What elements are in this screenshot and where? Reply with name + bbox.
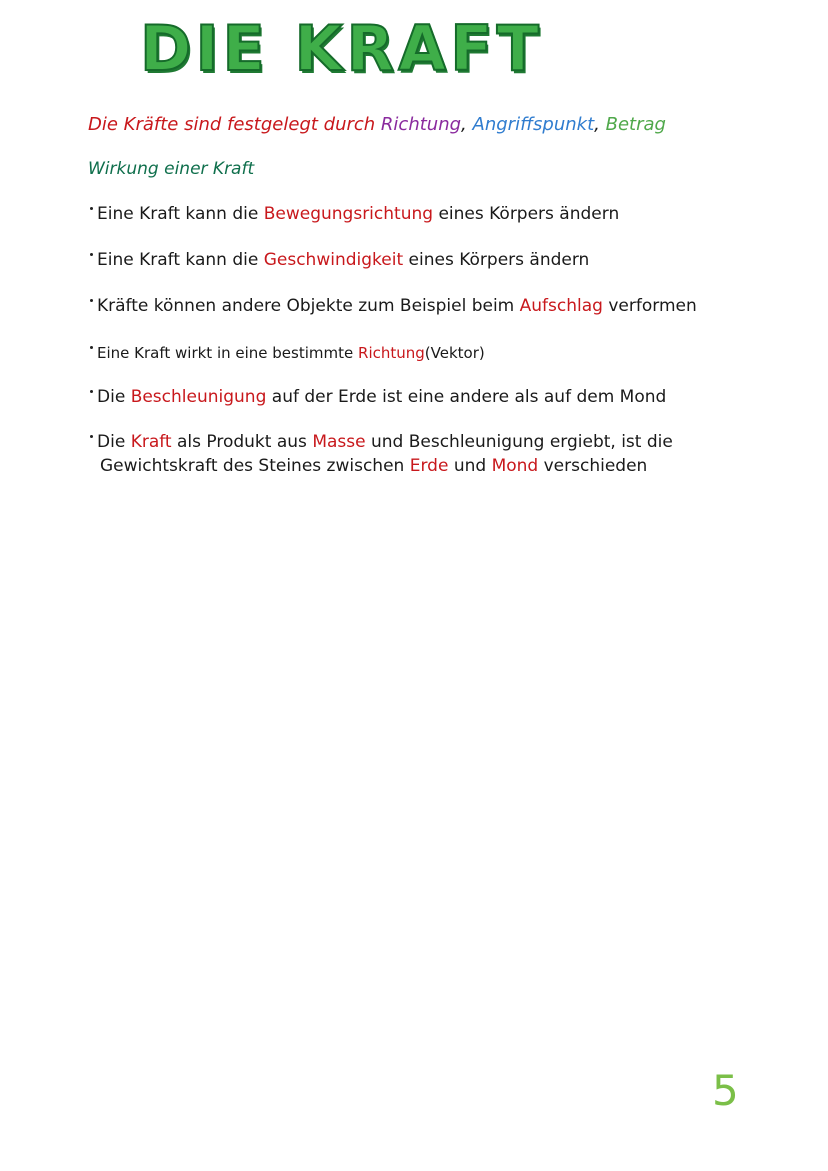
bullet-highlight: Mond [491,456,539,476]
term-betrag: Betrag [605,114,666,135]
bullet-dot [90,346,93,349]
page-number: 5 [712,1066,739,1115]
bullet-text: verformen [608,296,697,316]
list-item [90,249,589,271]
bullet-text: Eine Kraft kann die [97,204,259,224]
list-item-continuation [100,455,647,477]
bullet-dot [90,390,93,393]
bullet-text: und [453,456,487,476]
definition-prefix: Die Kräfte sind festgelegt durch [88,114,376,135]
bullet-text: Kräfte können andere Objekte zum Beispiel beim [97,296,515,316]
bullet-text: Eine Kraft kann die [97,250,259,270]
bullet-text: auf der Erde ist eine andere als auf dem Mond [271,387,667,407]
bullet-text: als Produkt aus [177,432,307,452]
bullet-highlight: Richtung [358,344,425,362]
list-item [90,386,666,408]
separator: , [594,114,600,135]
list-item [90,342,485,364]
bullet-text: Gewichtskraft des Steines zwischen [100,456,405,476]
term-angriffspunkt: Angriffspunkt [472,114,595,135]
bullet-text: und Beschleunigung ergiebt, ist die [370,432,673,452]
list-item [90,431,673,453]
bullet-highlight: Aufschlag [519,296,603,316]
bullet-dot [90,299,93,302]
bullet-text: Die [97,432,126,452]
bullet-highlight: Bewegungsrichtung [263,204,434,224]
page-title: DIE KRAFT [140,12,543,85]
bullet-text: Die [97,387,126,407]
list-item [90,295,697,317]
definition-line [88,114,666,136]
term-richtung: Richtung [380,114,462,135]
bullet-text: Eine Kraft wirkt in eine bestimmte [97,344,354,362]
bullet-highlight: Geschwindigkeit [263,250,404,270]
subheading: Wirkung einer Kraft [88,159,255,179]
bullet-highlight: Masse [312,432,366,452]
list-item [90,203,619,225]
bullet-text: eines Körpers ändern [438,204,620,224]
separator: , [461,114,467,135]
bullet-dot [90,253,93,256]
bullet-highlight: Kraft [130,432,172,452]
bullet-text: eines Körpers ändern [408,250,590,270]
bullet-dot [90,207,93,210]
bullet-highlight: Beschleunigung [130,387,267,407]
bullet-text: verschieden [543,456,648,476]
bullet-highlight: Erde [409,456,449,476]
bullet-text: (Vektor) [424,344,485,362]
bullet-dot [90,435,93,438]
